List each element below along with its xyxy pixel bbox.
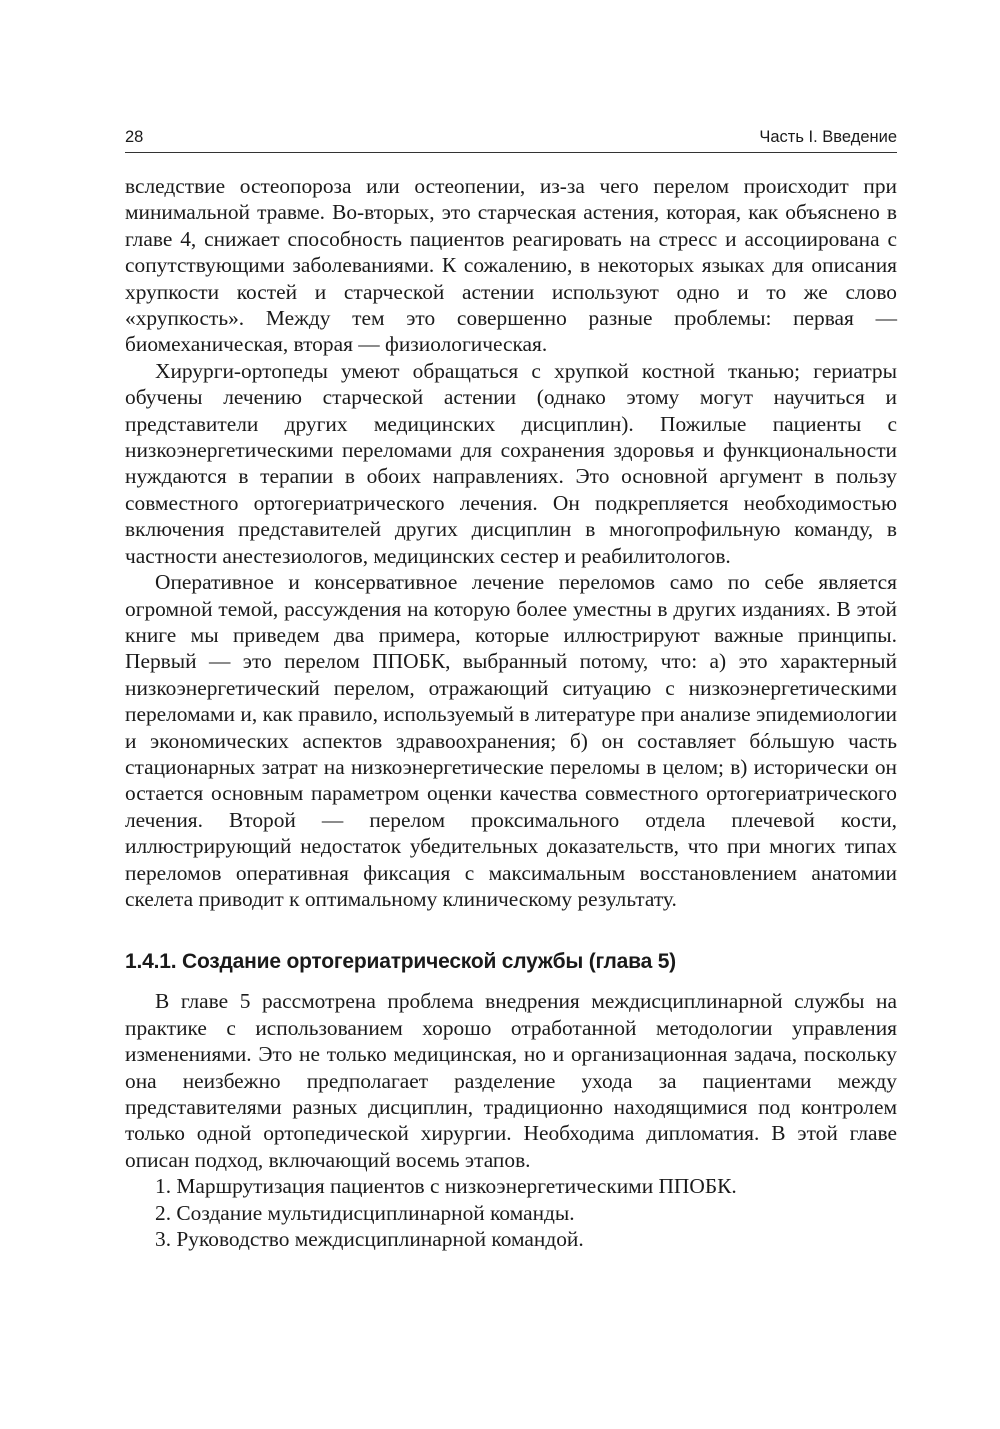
paragraph-chapter-5: В главе 5 рассмотрена проблема внедрения междисциплинарной службы на практике с использованием хорошо отработанной методологии управления изменениями. Это не только медицинская, но и организационная задача, поскольку она неизбежно предполагает разделение ухода за пациентами между представителями разных дисциплин, традиционно находящимися под контролем только одной ортопедической хирургии. Необходима дипломатия. В этой главе описан подход, включающий восемь этапов.: [125, 989, 897, 1172]
book-page: [125, 128, 897, 1252]
running-header: [125, 128, 897, 153]
section-heading: 1.4.1. Создание ортогериатрической службы (глава 5): [125, 950, 676, 974]
steps-list: [125, 1173, 897, 1252]
paragraph-continuation: вследствие остеопороза или остеопении, из-за чего перелом происходит при минимальной травме. Во-вторых, это старческая астения, которая, как объяснено в главе 4, снижает способность пациентов реагировать на стресс и ассоциирована с сопутствующими заболеваниями. К сожалению, в некоторых языках для описания хрупкости костей и старческой астении используют одно и то же слово «хрупкость». Между тем это совершенно разные проблемы: первая — биомеханическая, вторая — физиологическая.: [125, 174, 897, 357]
paragraph-orthopedic-surgeons: Хирурги-ортопеды умеют обращаться с хрупкой костной тканью; гериатры обучены лечению старческой астении (однако этому могут научиться и представители других медицинских дисциплин). Пожилые пациенты с низкоэнергетическими переломами для сохранения здоровья и функциональности нуждаются в терапии в обоих направлениях. Это основной аргумент в пользу совместного ортогериатрического лечения. Он подкрепляется необходимостью включения представителей других дисциплин в многопрофильную команду, в частности анестезиологов, медицинских сестер и реабилитологов.: [125, 358, 897, 568]
body-text: [125, 173, 897, 1252]
page-number: 28: [125, 128, 144, 146]
list-item: 2. Создание мультидисциплинарной команды.: [155, 1200, 575, 1225]
paragraph-fracture-treatment: Оперативное и консервативное лечение переломов само по себе является огромной темой, рассуждения на которую более уместны в других изданиях. В этой книге мы приведем два примера, которые иллюстрируют важные принципы. Первый — это перелом ППОБК, выбранный потому, что: а) это характерный низкоэнергетический перелом, отражающий ситуацию с низкоэнергетическими переломами и, как правило, используемый в литературе при анализе эпидемиологии и экономических аспектов здравоохранения; б) он составляет бóльшую часть стационарных затрат на низкоэнергетические переломы в целом; в) исторически он остается основным параметром оценки качества совместного ортогериатрического лечения. Второй — перелом проксимального отдела плечевой кости, иллюстрирующий недостаток убедительных доказательств, что при многих типах переломов оперативная фиксация с максимальным восстановлением анатомии скелета приводит к оптимальному клиническому результату.: [125, 570, 897, 911]
chapter-part-title: Часть I. Введение: [759, 128, 897, 146]
list-item: 1. Маршрутизация пациентов с низкоэнергетическими ППОБК.: [155, 1174, 737, 1199]
list-item: 3. Руководство междисциплинарной командой.: [155, 1227, 584, 1252]
